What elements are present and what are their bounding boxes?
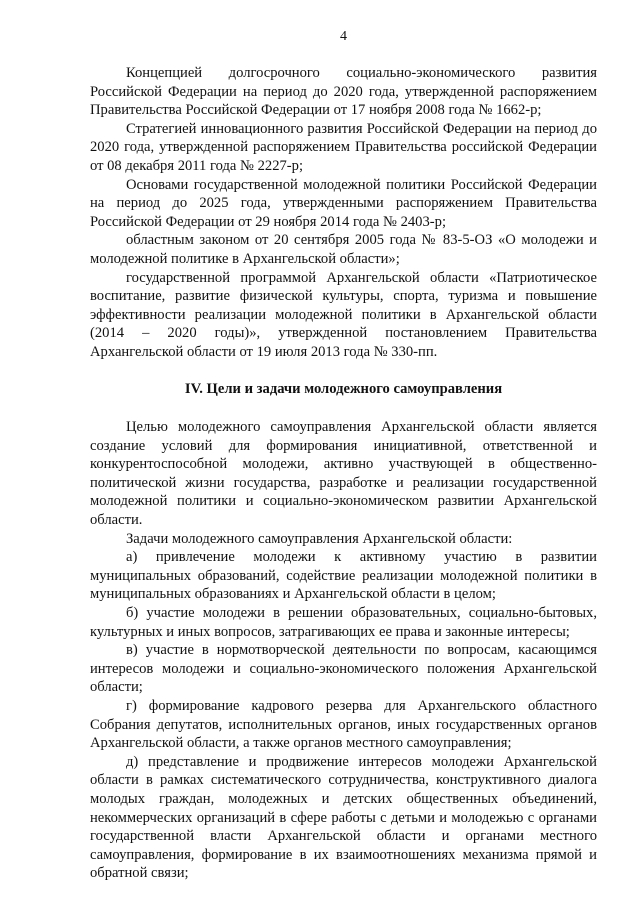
- task-item: д) представление и продвижение интересов молодежи Архангельской области в рамках систематического сотрудничества, конструктивного диалога молодых граждан, молодежных и детских общественных объединений, некоммерческих организаций в сфере работы с детьми и молодежью с органами государственной власти Архангельской области и органами местного самоуправления, формирование в их взаимоотношениях механизма прямой и обратной связи;: [90, 753, 597, 882]
- section-heading: IV. Цели и задачи молодежного самоуправления: [184, 380, 503, 397]
- goal-paragraph: Целью молодежного самоуправления Архангельской области является создание условий для формирования инициативной, ответственной и конкурентоспособной молодежи, активно участвующей в общественно-политической жизни государства, разработке и реализации государственной молодежной политики и социально-экономическом развитии Архангельской области.: [90, 419, 597, 529]
- intro-list: [90, 64, 597, 362]
- task-item: в) участие в нормотворческой деятельности по вопросам, касающимся интересов молодежи и социально-экономического положения Архангельской области;: [90, 642, 597, 696]
- intro-paragraph: государственной программой Архангельской области «Патриотическое воспитание, развитие физической культуры, спорта, туризма и повышение эффективности реализации молодежной политики в Архангельской области (2014 – 2020 годы)», утвержденной постановлением Правительства Архангельской области от 19 июля 2013 года № 330-пп.: [90, 269, 597, 360]
- task-item: г) формирование кадрового резерва для Архангельского областного Собрания депутатов, исполнительных органов, иных государственных органов Архангельской области, а также органов местного самоуправления;: [90, 698, 597, 752]
- intro-paragraph: Основами государственной молодежной политики Российской Федерации на период до 2025 года, утвержденными распоряжением Правительства Российской Федерации от 29 ноября 2014 года № 2403-р;: [90, 176, 597, 230]
- page-number: 4: [340, 29, 347, 44]
- intro-paragraph: Стратегией инновационного развития Российской Федерации на период до 2020 года, утвержденной распоряжением Правительства российской Федерации от 08 декабря 2011 года № 2227-р;: [90, 120, 597, 174]
- tasks-intro: Задачи молодежного самоуправления Архангельской области:: [126, 530, 513, 547]
- document-page: [90, 28, 597, 883]
- task-item: а) привлечение молодежи к активному участию в развитии муниципальных образований, содействие реализации молодежной политики в муниципальных образованиях и Архангельской области в целом;: [90, 549, 597, 603]
- section-body: [90, 418, 597, 883]
- intro-paragraph: областным законом от 20 сентября 2005 года № 83-5-ОЗ «О молодежи и молодежной политике в Архангельской области»;: [90, 232, 597, 267]
- intro-paragraph: Концепцией долгосрочного социально-экономического развития Российской Федерации на период до 2020 года, утвержденной распоряжением Правительства Российской Федерации от 17 ноября 2008 года № 1662-р;: [90, 65, 597, 119]
- task-item: б) участие молодежи в решении образовательных, социально-бытовых, культурных и иных вопросов, затрагивающих ее права и законные интересы;: [90, 605, 597, 640]
